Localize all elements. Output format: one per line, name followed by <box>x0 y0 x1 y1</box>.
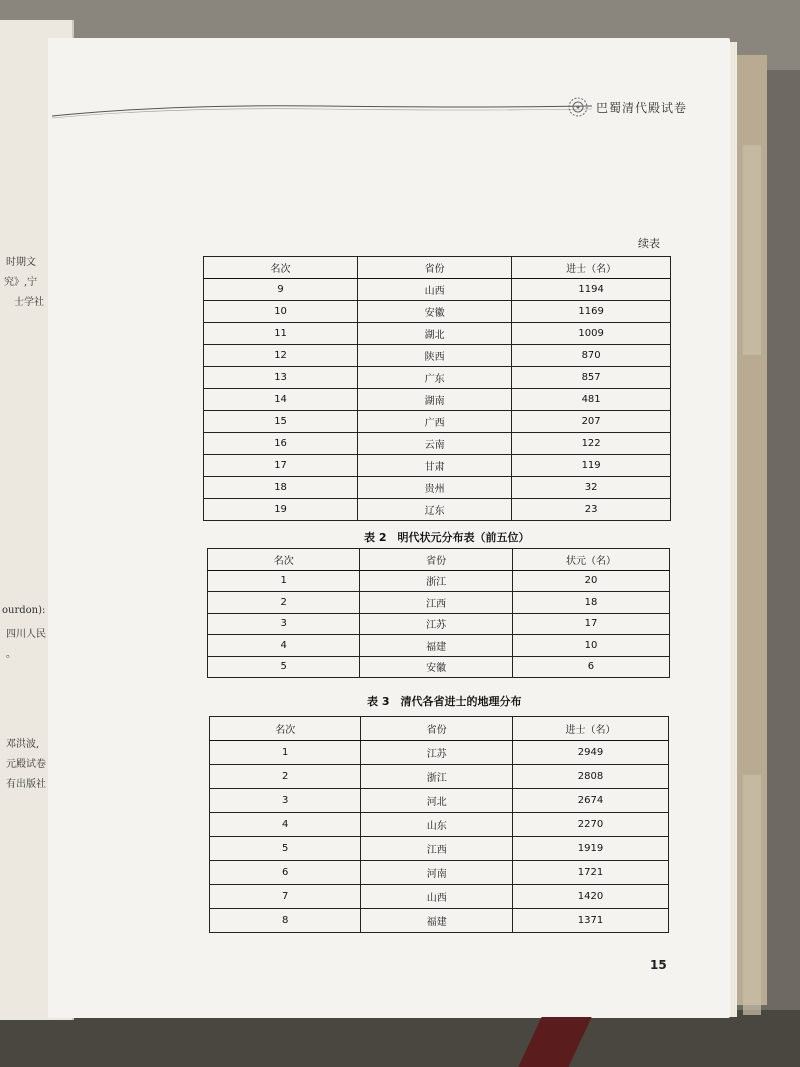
column-header: 名次 <box>208 549 360 571</box>
table-row <box>208 592 670 614</box>
table-cell: 9 <box>204 279 358 301</box>
table-cell: 5 <box>210 837 361 861</box>
column-header: 省份 <box>360 549 512 571</box>
left-page-text: 士学社 <box>14 297 44 308</box>
table-cell: 3 <box>208 613 360 635</box>
table-cell: 湖南 <box>358 389 512 411</box>
table-cell: 870 <box>512 345 671 367</box>
table-cell: 32 <box>512 477 671 499</box>
table-cell: 19 <box>204 499 358 521</box>
left-page-text: 。 <box>6 649 16 660</box>
table-row <box>210 837 669 861</box>
table-cell: 8 <box>210 909 361 933</box>
table-cell: 山东 <box>361 813 512 837</box>
table-row <box>204 455 671 477</box>
book-cover-edge <box>735 55 767 1005</box>
table-row <box>210 789 669 813</box>
table-cell: 陕西 <box>358 345 512 367</box>
table-cell: 2949 <box>512 741 668 765</box>
table-cell: 119 <box>512 455 671 477</box>
table-cell: 3 <box>210 789 361 813</box>
table-cell: 1420 <box>512 885 668 909</box>
table-cell: 1169 <box>512 301 671 323</box>
table-row <box>204 323 671 345</box>
table-header-row <box>210 717 669 741</box>
table-cell: 1 <box>210 741 361 765</box>
table-cell: 11 <box>204 323 358 345</box>
table-ming-zhuangyuan <box>207 548 670 678</box>
table-header-row <box>208 549 670 571</box>
left-page-text: 四川人民 <box>6 629 46 640</box>
table-cell: 2 <box>208 592 360 614</box>
table-row <box>210 861 669 885</box>
left-page-text: ourdon): <box>2 605 46 616</box>
table-row <box>210 741 669 765</box>
left-page-text: 元殿试卷 <box>6 759 46 770</box>
column-header: 进士（名） <box>512 257 671 279</box>
table-cell: 福建 <box>361 909 512 933</box>
table-cell: 浙江 <box>360 570 512 592</box>
table-cell: 10 <box>512 635 669 657</box>
table-row <box>208 656 670 678</box>
table-row <box>208 635 670 657</box>
table-cell: 7 <box>210 885 361 909</box>
table-cell: 1919 <box>512 837 668 861</box>
table-row <box>204 301 671 323</box>
table-cell: 12 <box>204 345 358 367</box>
table-cell: 17 <box>204 455 358 477</box>
column-header: 名次 <box>210 717 361 741</box>
left-page-text: 究》,宁 <box>4 277 38 288</box>
table-cell: 浙江 <box>361 765 512 789</box>
table-cell: 18 <box>512 592 669 614</box>
table-cell: 2674 <box>512 789 668 813</box>
table-cell: 2808 <box>512 765 668 789</box>
table-cell: 10 <box>204 301 358 323</box>
table-cell: 江西 <box>360 592 512 614</box>
table-cell: 1 <box>208 570 360 592</box>
page-number: 15 <box>650 958 667 972</box>
table-row <box>204 389 671 411</box>
table-cell: 23 <box>512 499 671 521</box>
table-cell: 18 <box>204 477 358 499</box>
table-cell: 1371 <box>512 909 668 933</box>
table-cell: 湖北 <box>358 323 512 345</box>
table2-caption: 表 2 明代状元分布表（前五位） <box>364 531 530 544</box>
table-row <box>204 499 671 521</box>
table-cell: 14 <box>204 389 358 411</box>
table-header-row <box>204 257 671 279</box>
table-row <box>204 477 671 499</box>
table-cell: 江苏 <box>360 613 512 635</box>
table-cell: 17 <box>512 613 669 635</box>
left-page-text: 时期文 <box>6 257 36 268</box>
table-cell: 广东 <box>358 367 512 389</box>
table-cell: 15 <box>204 411 358 433</box>
table-cell: 广西 <box>358 411 512 433</box>
continuation-label: 续表 <box>638 237 660 250</box>
table-row <box>210 885 669 909</box>
running-header-title: 巴蜀清代殿试卷 <box>596 101 688 115</box>
table-cell: 安徽 <box>360 656 512 678</box>
table-cell: 13 <box>204 367 358 389</box>
table-cell: 20 <box>512 570 669 592</box>
table-cell: 甘肃 <box>358 455 512 477</box>
table-row <box>210 765 669 789</box>
table-cell: 122 <box>512 433 671 455</box>
table-row <box>204 367 671 389</box>
table-cell: 辽东 <box>358 499 512 521</box>
table-cell: 江苏 <box>361 741 512 765</box>
column-header: 省份 <box>361 717 512 741</box>
emblem-icon <box>567 96 589 118</box>
table-cell: 857 <box>512 367 671 389</box>
table-row <box>210 813 669 837</box>
table-cell: 207 <box>512 411 671 433</box>
table-row <box>204 433 671 455</box>
column-header: 省份 <box>358 257 512 279</box>
table-jinshi-continued <box>203 256 671 521</box>
table-row <box>204 279 671 301</box>
table-cell: 6 <box>512 656 669 678</box>
left-page-text: 邓洪波, <box>6 739 40 750</box>
table-cell: 江西 <box>361 837 512 861</box>
column-header: 名次 <box>204 257 358 279</box>
header-rule <box>52 100 592 120</box>
table-cell: 1009 <box>512 323 671 345</box>
table-cell: 河北 <box>361 789 512 813</box>
column-header: 状元（名） <box>512 549 669 571</box>
table-cell: 云南 <box>358 433 512 455</box>
table-row <box>208 570 670 592</box>
table-row <box>208 613 670 635</box>
table-cell: 481 <box>512 389 671 411</box>
table-cell: 2 <box>210 765 361 789</box>
table-row <box>204 411 671 433</box>
table-row <box>210 909 669 933</box>
table-cell: 1194 <box>512 279 671 301</box>
table-row <box>204 345 671 367</box>
table-cell: 16 <box>204 433 358 455</box>
table-cell: 福建 <box>360 635 512 657</box>
table-cell: 贵州 <box>358 477 512 499</box>
table-cell: 4 <box>208 635 360 657</box>
table-cell: 2270 <box>512 813 668 837</box>
table-cell: 河南 <box>361 861 512 885</box>
table-cell: 山西 <box>361 885 512 909</box>
table3-caption: 表 3 清代各省进士的地理分布 <box>367 695 522 708</box>
column-header: 进士（名） <box>512 717 668 741</box>
background-bottom <box>0 1010 800 1067</box>
table-cell: 1721 <box>512 861 668 885</box>
table-cell: 山西 <box>358 279 512 301</box>
table-cell: 5 <box>208 656 360 678</box>
table-cell: 6 <box>210 861 361 885</box>
table-cell: 安徽 <box>358 301 512 323</box>
table-qing-jinshi <box>209 716 669 933</box>
table-cell: 4 <box>210 813 361 837</box>
left-page-text: 有出版社 <box>6 779 46 790</box>
